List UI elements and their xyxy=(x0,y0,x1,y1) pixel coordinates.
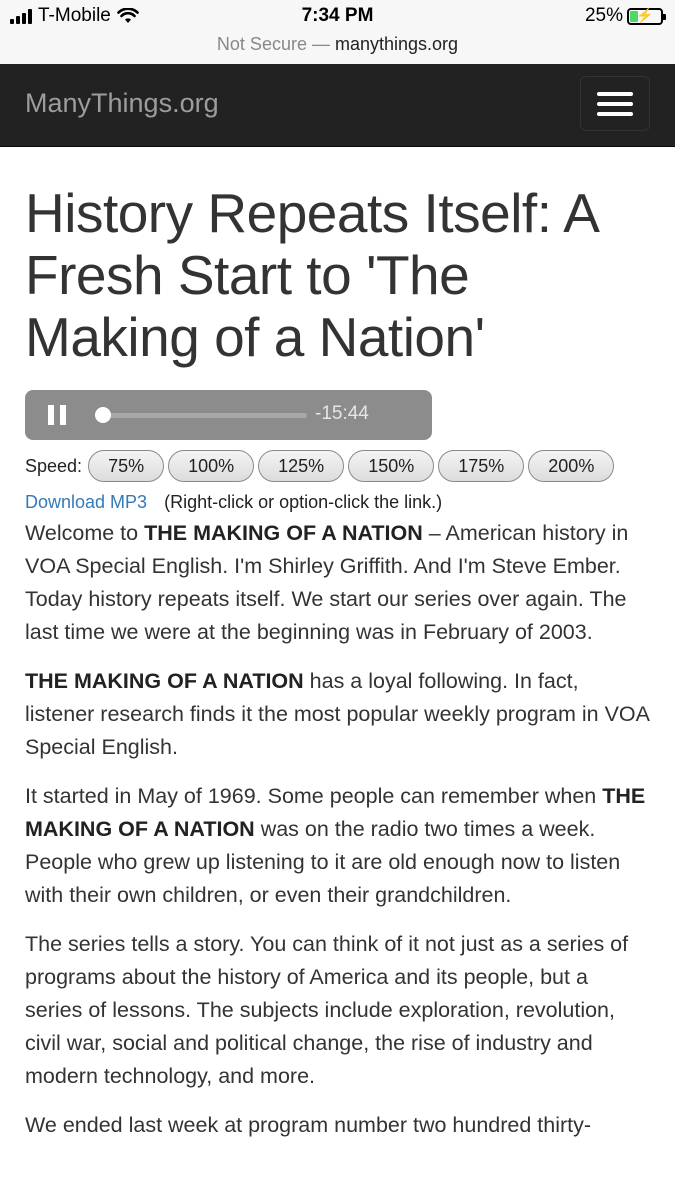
speed-controls xyxy=(25,450,650,482)
battery-percent: 25% xyxy=(584,5,623,26)
wifi-icon xyxy=(117,8,139,24)
hamburger-menu-icon[interactable] xyxy=(580,76,650,131)
download-row xyxy=(25,492,650,513)
speed-button-200[interactable]: 200% xyxy=(528,450,614,482)
charging-bolt-icon: ⚡ xyxy=(636,6,654,23)
seek-track[interactable] xyxy=(100,413,307,418)
seek-knob[interactable] xyxy=(95,407,111,423)
clock: 7:34 PM xyxy=(301,5,374,26)
article xyxy=(25,146,650,1142)
download-mp3-link[interactable]: Download MP3 xyxy=(25,492,148,512)
speed-button-75[interactable]: 75% xyxy=(88,450,164,482)
url-host: manythings.org xyxy=(334,34,459,54)
url-bar[interactable] xyxy=(0,34,675,64)
paragraph: It started in May of 1969. Some people can remember when THE MAKING OF A NATION was on the radio two times a week. People who grew up listening to it are old enough now to listen with their own children, or even their grandchildren. xyxy=(25,784,646,907)
carrier-label: T-Mobile xyxy=(38,5,111,26)
signal-icon xyxy=(10,8,32,24)
status-right xyxy=(585,5,663,27)
paragraph: We ended last week at program number two hundred thirty- xyxy=(25,1113,592,1137)
battery-charging-icon xyxy=(627,8,663,25)
audio-player[interactable] xyxy=(25,390,432,440)
speed-button-100[interactable]: 100% xyxy=(168,450,254,482)
status-bar xyxy=(0,0,675,34)
paragraph: The series tells a story. You can think of it not just as a series of programs about the history of America and its people, but a series of lessons. The subjects include exploration, revolution, civil war, social and political change, the rise of industry and modern technology, and more. xyxy=(25,932,629,1088)
speed-button-125[interactable]: 125% xyxy=(258,450,344,482)
article-title: History Repeats Itself: A Fresh Start to 'The Making of a Nation' xyxy=(25,182,597,368)
security-indicator: Not Secure — xyxy=(216,34,330,54)
speed-button-150[interactable]: 150% xyxy=(348,450,434,482)
site-brand-link[interactable]: ManyThings.org xyxy=(25,88,219,118)
pause-icon[interactable] xyxy=(48,405,68,425)
download-note: (Right-click or option-click the link.) xyxy=(164,492,443,512)
status-left xyxy=(10,5,139,27)
time-remaining: -15:44 xyxy=(315,403,369,424)
speed-label: Speed: xyxy=(25,455,83,476)
paragraph: Welcome to THE MAKING OF A NATION – American history in VOA Special English. I'm Shirley Griffith. And I'm Steve Ember. Today history repeats itself. We start our series over again. The last time we were at the beginning was in February of 2003. xyxy=(25,521,629,644)
paragraph: THE MAKING OF A NATION has a loyal following. In fact, listener research finds it the most popular weekly program in VOA Special English. xyxy=(25,669,649,759)
site-navbar xyxy=(0,64,675,147)
speed-button-175[interactable]: 175% xyxy=(438,450,524,482)
